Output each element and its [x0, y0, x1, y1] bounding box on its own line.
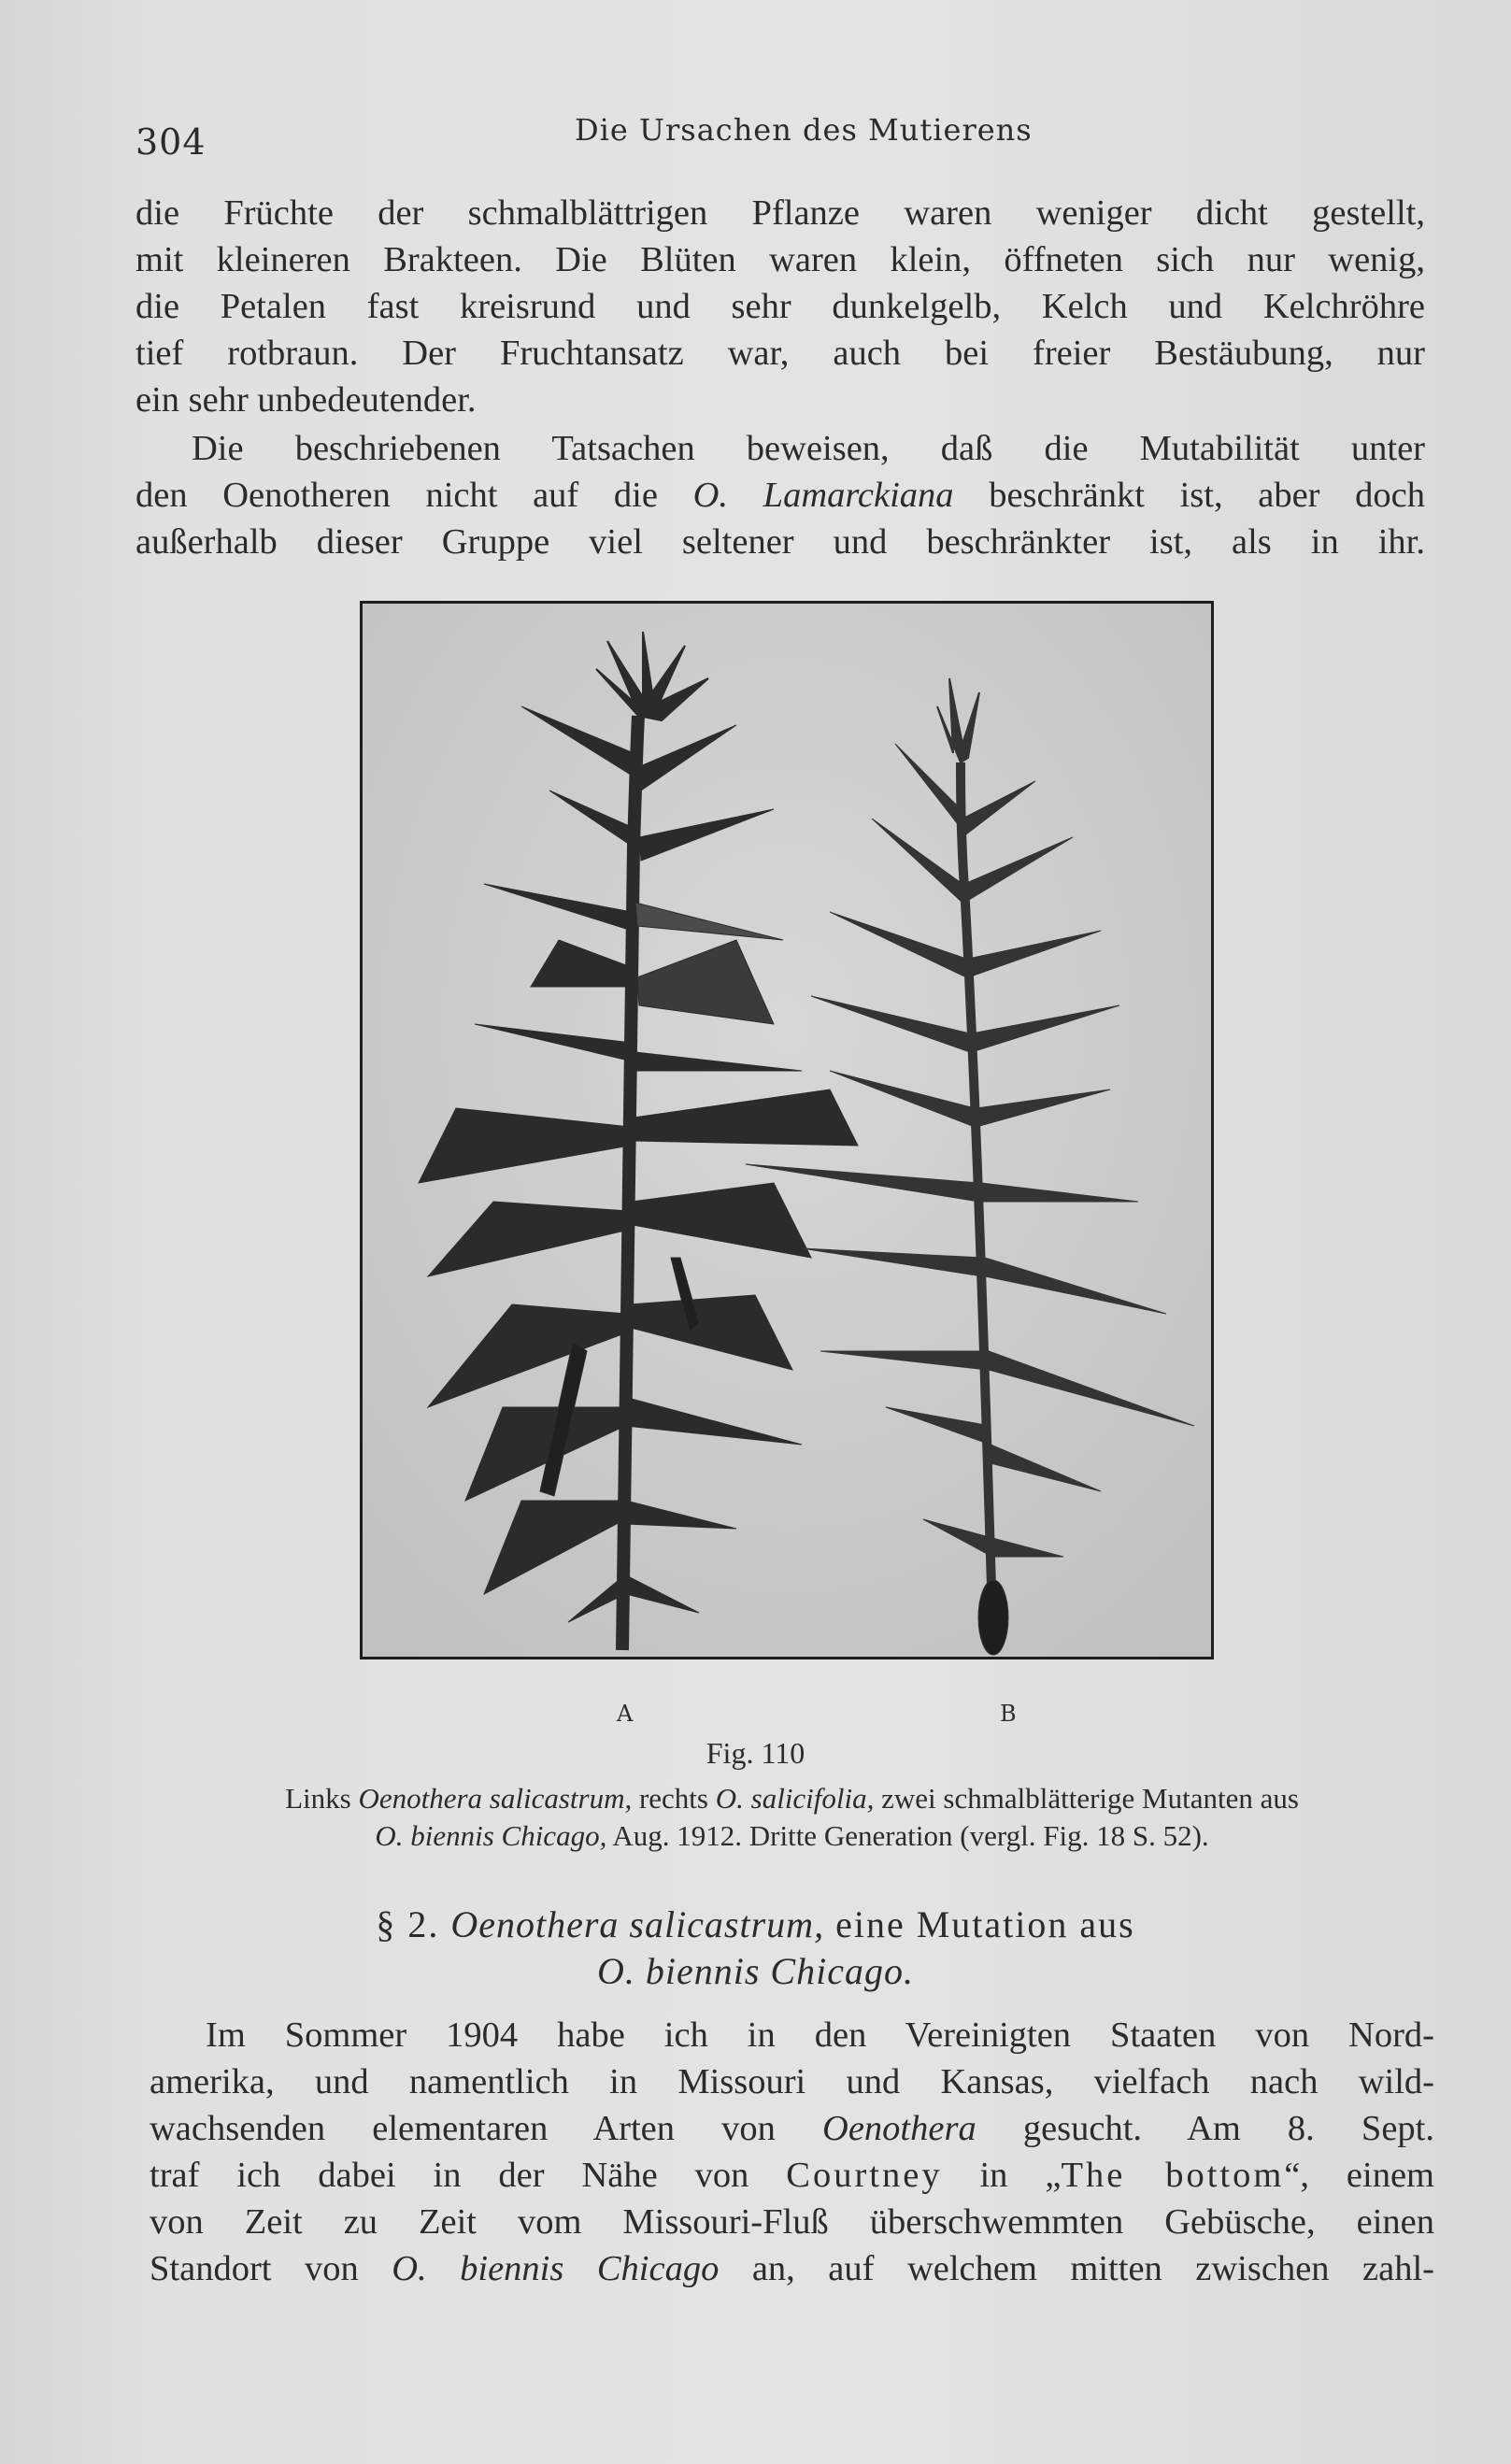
text-line — [150, 2152, 1434, 2199]
section-title: eine Mutation aus — [824, 1903, 1135, 1945]
section-species: Oenothera salicastrum, — [450, 1903, 825, 1945]
text-line — [135, 472, 1425, 519]
text-run: Standort von — [150, 2249, 392, 2288]
figure-number: Fig. 110 — [706, 1736, 805, 1770]
species-name: O. biennis Chicago — [392, 2249, 720, 2288]
section-species: O. biennis Chicago. — [597, 1950, 914, 1992]
text-line — [150, 2105, 1434, 2152]
caption-species: Oenothera salicastrum, — [358, 1782, 633, 1815]
plant-photograph — [360, 601, 1214, 1659]
text-run: in „ — [942, 2156, 1062, 2195]
page-header — [135, 112, 1425, 168]
text-run: beschränkt ist, aber doch — [953, 476, 1425, 515]
text-run: “, einem — [1284, 2156, 1434, 2195]
text-line: die Petalen fast kreisrund und sehr dunkelgelb, Kelch und Kelchröhre — [135, 287, 1425, 326]
caption-species: O. biennis Chicago, — [375, 1819, 607, 1852]
text-line: mit kleineren Brakteen. Die Blüten waren klein, öffneten sich nur wenig, — [135, 240, 1425, 279]
place-name: Courtney — [786, 2156, 943, 2195]
running-head: Die Ursachen des Mutierens — [575, 112, 1033, 148]
caption-text: Links — [285, 1782, 359, 1815]
caption-text: Aug. 1912. Dritte Generation (vergl. Fig. 18 S. 52). — [606, 1819, 1209, 1852]
paragraph-2 — [135, 425, 1425, 565]
text-line: tief rotbraun. Der Fruchtansatz war, auch bei freier Bestäubung, nur — [135, 334, 1425, 373]
text-line: von Zeit zu Zeit vom Missouri-Fluß überschwemmten Gebüsche, einen — [150, 2202, 1434, 2242]
text-run: den Oenotheren nicht auf die — [135, 476, 693, 515]
figure-label-b: B — [1000, 1701, 1017, 1727]
figure-caption — [150, 1780, 1434, 1855]
text-line: Im Sommer 1904 habe ich in den Vereinigten Staaten von Nord- — [206, 2015, 1434, 2055]
figure-label-a: A — [617, 1701, 634, 1727]
genus-name: Oenothera — [822, 2109, 976, 2148]
text-line: amerika, und namentlich in Missouri und Kansas, vielfach nach wild- — [150, 2062, 1434, 2101]
text-line: ein sehr unbedeutender. — [135, 380, 477, 420]
caption-species: O. salicifolia, — [715, 1782, 875, 1815]
text-run: wachsenden elementaren Arten von — [150, 2109, 823, 2148]
paragraph-3 — [150, 2012, 1434, 2292]
figure-labels — [617, 1701, 1028, 1738]
text-run: gesucht. Am 8. Sept. — [976, 2109, 1434, 2148]
text-run: an, auf welchem mitten zwischen zahl- — [719, 2249, 1434, 2288]
page-number: 304 — [135, 121, 207, 163]
text-line: die Früchte der schmalblättrigen Pflanze waren weniger dicht gestellt, — [135, 193, 1425, 233]
caption-text: zwei schmalblätterige Mutanten aus — [874, 1782, 1299, 1815]
text-run: traf ich dabei in der Nähe von — [150, 2156, 787, 2195]
section-prefix: § 2. — [376, 1903, 451, 1945]
text-line: außerhalb dieser Gruppe viel seltener und beschränkter ist, als in ihr. — [135, 522, 1425, 562]
species-name: O. Lamarckiana — [692, 476, 954, 515]
section-heading — [0, 1901, 1511, 1995]
plant-photo-illustration — [363, 604, 1211, 1657]
text-line: Die beschriebenen Tatsachen beweisen, daß die Mutabilität unter — [192, 429, 1425, 468]
caption-text: rechts — [632, 1782, 716, 1815]
paragraph-1 — [135, 190, 1425, 423]
place-name: The bottom — [1061, 2156, 1285, 2195]
text-line — [150, 2245, 1434, 2292]
